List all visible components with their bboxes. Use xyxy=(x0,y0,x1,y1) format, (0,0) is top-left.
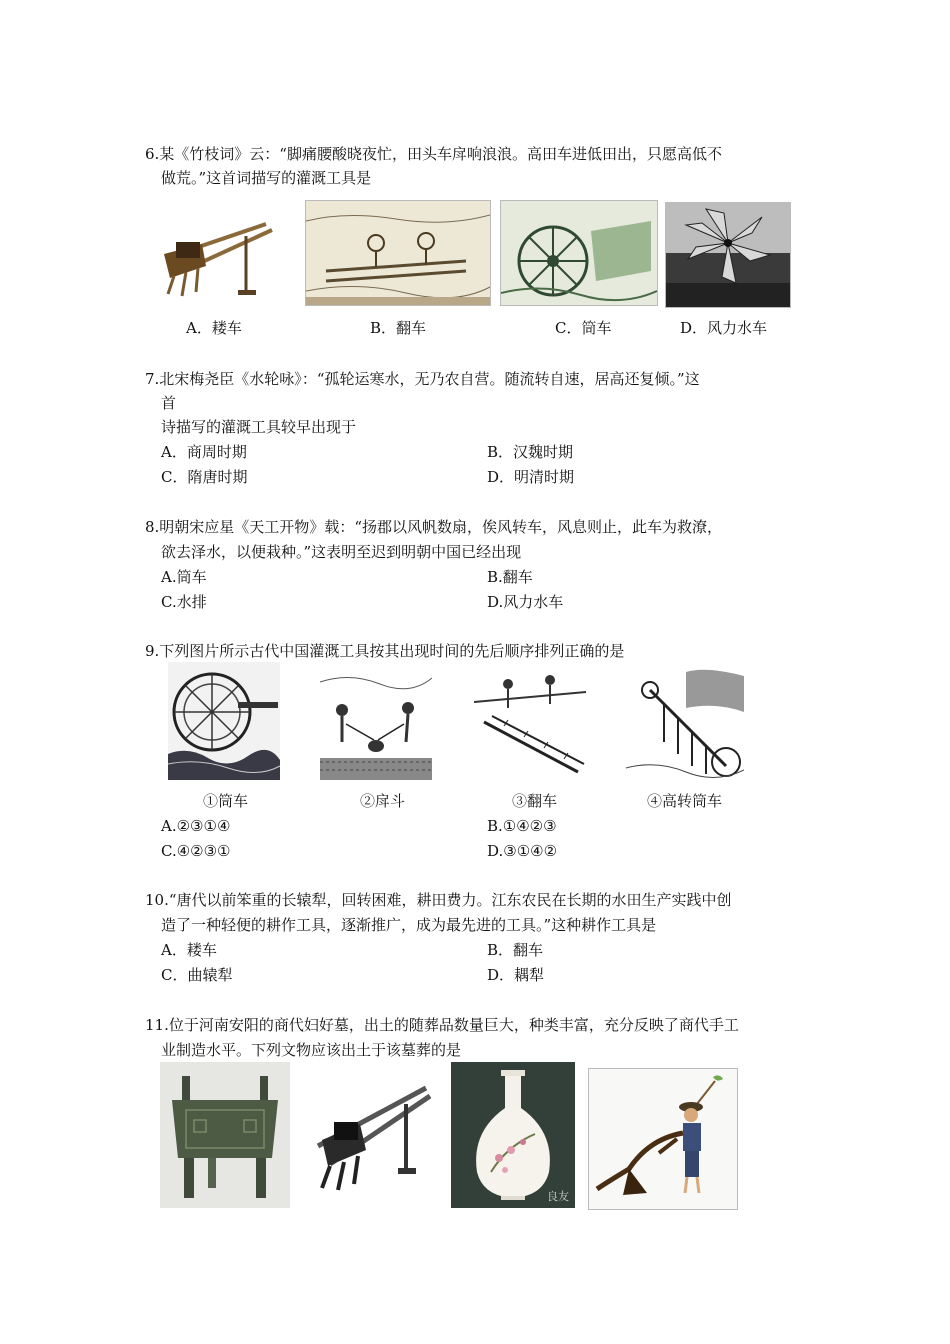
q10-option-b: B．翻车 xyxy=(487,941,544,959)
q8-stem-line2: 欲去泽水，以便栽种。”这表明至迟到明朝中国已经出现 xyxy=(161,543,522,561)
q6-image-tube-wheel xyxy=(500,200,658,306)
q9-caption-1: ①筒车 xyxy=(203,792,249,810)
q7-option-a: A．商周时期 xyxy=(161,443,247,461)
q7-stem-line3: 诗描写的灌溉工具较早出现于 xyxy=(161,418,357,436)
q6-stem-line1: 6.某《竹枝词》云：“脚痛腰酸晓夜忙，田头车戽响浪浪。高田车进低田出，只愿高低不 xyxy=(145,145,722,163)
q9-image-square-pallet xyxy=(474,662,586,780)
q9-image-tube-wheel xyxy=(168,662,280,780)
q11-image-seed-drill-gray xyxy=(308,1070,432,1202)
q6-stem-line2: 做荒。”这首词描写的灌溉工具是 xyxy=(161,169,372,187)
q9-option-c: C.④②③① xyxy=(161,842,231,860)
q11-image-bronze-ding xyxy=(160,1062,290,1208)
q11-image-porcelain-vase xyxy=(451,1062,575,1208)
q6-option-d: D．风力水车 xyxy=(680,319,768,337)
q9-option-d: D.③①④② xyxy=(487,842,558,860)
q10-option-d: D．耦犁 xyxy=(487,966,545,984)
q9-image-high-tube-wheel xyxy=(626,662,744,780)
q9-caption-4: ④高转筒车 xyxy=(647,792,723,810)
q9-option-a: A.②③①④ xyxy=(161,817,231,835)
q7-option-c: C．隋唐时期 xyxy=(161,468,248,486)
q10-stem-line2: 造了一种轻便的耕作工具，逐渐推广，成为最先进的工具。”这种耕作工具是 xyxy=(161,916,657,934)
q7-stem-line2: 首 xyxy=(161,394,177,412)
q6-option-b: B．翻车 xyxy=(370,319,427,337)
q10-option-c: C．曲辕犁 xyxy=(161,966,233,984)
q7-stem-line1: 7.北宋梅尧臣《水轮咏》：“孤轮运寒水，无乃农自营。随流转自速，居高还复倾。”这 xyxy=(145,370,700,388)
q9-caption-2: ②戽斗 xyxy=(360,792,406,810)
q7-option-b: B．汉魏时期 xyxy=(487,443,574,461)
q9-image-bucket xyxy=(320,662,432,780)
q10-option-a: A．耧车 xyxy=(161,941,217,959)
q10-stem-line1: 10.“唐代以前笨重的长辕犁，回转困难，耕田费力。江东农民在长期的水田生产实践中创 xyxy=(145,891,732,909)
q8-option-a: A.筒车 xyxy=(161,568,207,586)
q8-option-b: B.翻车 xyxy=(487,568,533,586)
q11-stem-line1: 11.位于河南安阳的商代妇好墓，出土的随葬品数量巨大，种类丰富，充分反映了商代手工 xyxy=(145,1016,739,1034)
q8-option-d: D.风力水车 xyxy=(487,593,564,611)
q6-option-a: A．耧车 xyxy=(186,319,242,337)
q6-option-c: C．筒车 xyxy=(555,319,612,337)
q9-option-b: B.①④②③ xyxy=(487,817,557,835)
q6-image-square-pallet-chain xyxy=(305,200,491,306)
q8-option-c: C.水排 xyxy=(161,593,207,611)
q9-caption-3: ③翻车 xyxy=(512,792,558,810)
watermark-text: 良友 xyxy=(547,1190,569,1203)
q9-stem: 9.下列图片所示古代中国灌溉工具按其出现时间的先后顺序排列正确的是 xyxy=(145,642,625,660)
q7-option-d: D．明清时期 xyxy=(487,468,575,486)
q6-image-wind-waterwheel xyxy=(665,202,791,308)
q11-stem-line2: 业制造水平。下列文物应该出土于该墓葬的是 xyxy=(161,1041,462,1059)
q11-image-plowing-farmer xyxy=(588,1068,738,1210)
q6-image-seed-drill xyxy=(146,206,274,302)
q8-stem-line1: 8.明朝宋应星《天工开物》载：“扬郡以风帆数扇，俟风转车，风息则止，此车为救潦， xyxy=(145,518,722,536)
